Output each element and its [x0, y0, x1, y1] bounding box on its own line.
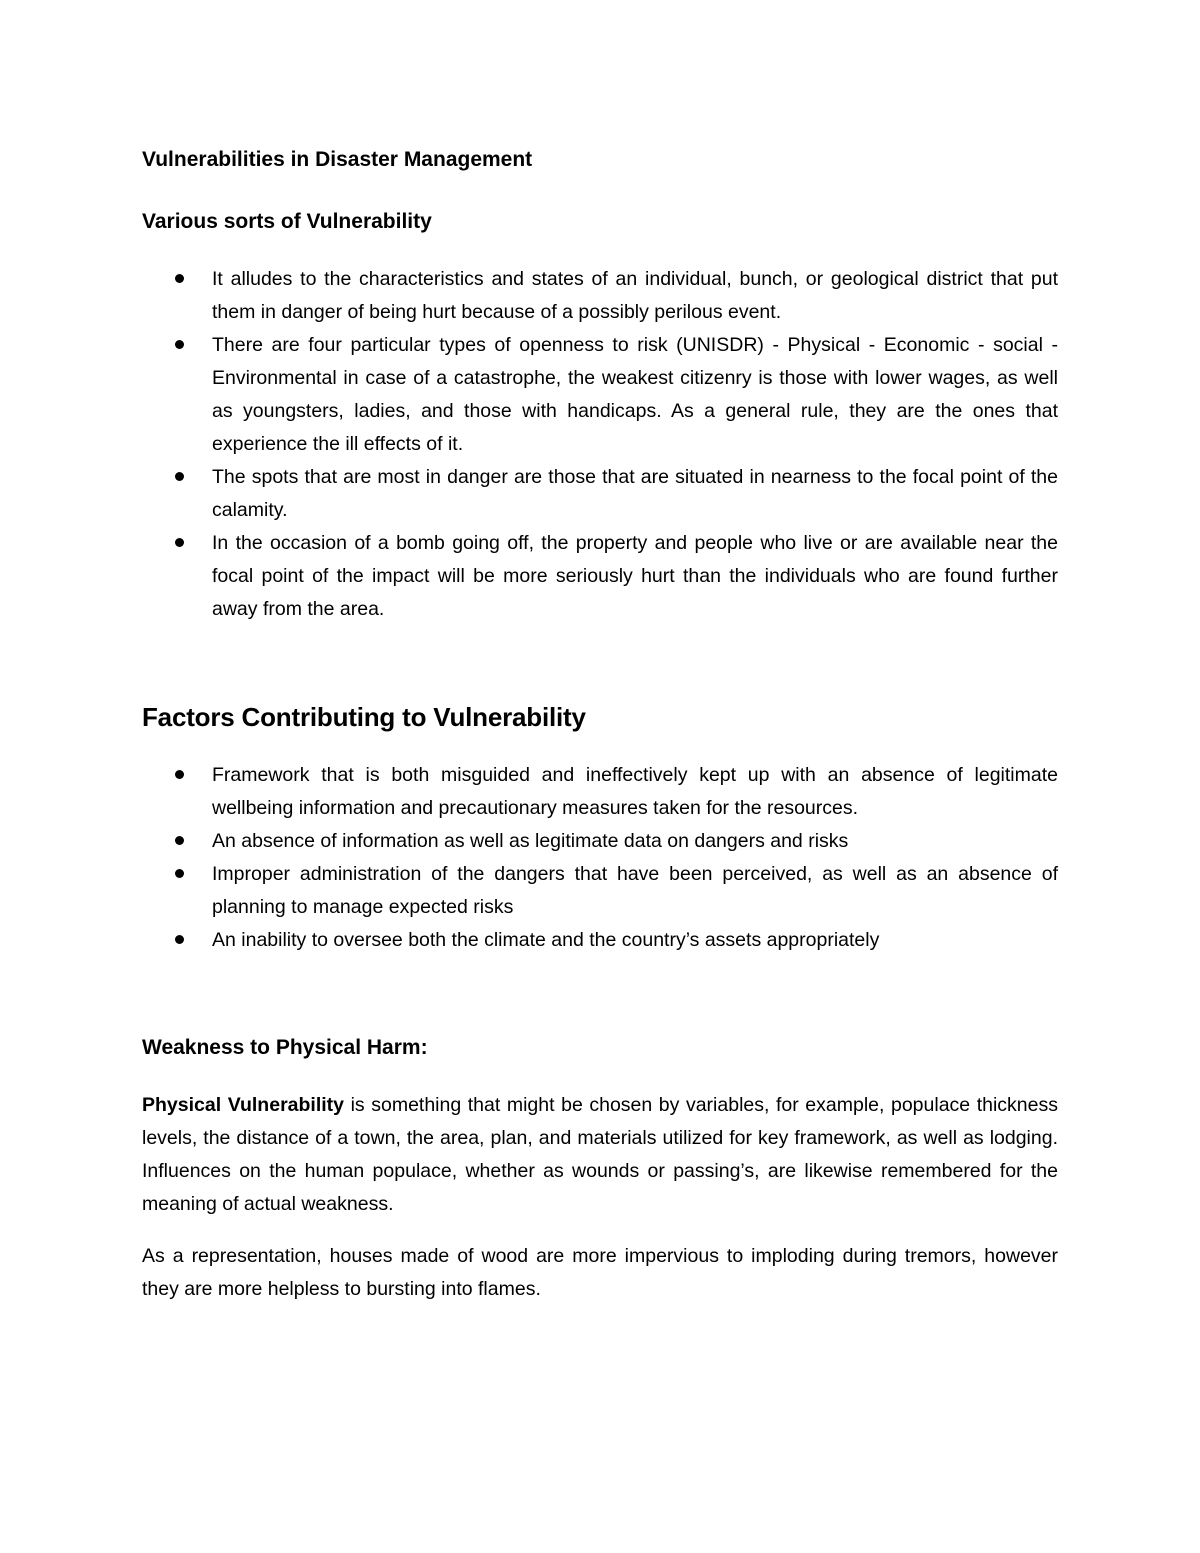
factors-list [142, 759, 1058, 957]
physical-vulnerability-paragraph: Physical Vulnerability is something that might be chosen by variables, for example, populace thickness levels, the distance of a town, the area, plan, and materials utilized for key framework, as well as lodging. Influences on the human populace, whether as wounds or passing’s, are likewise remembered for the meaning of actual weakness. [142, 1094, 1058, 1215]
bullet-icon [175, 836, 184, 845]
vulnerability-types-list [142, 263, 1058, 626]
bullet-icon [175, 340, 184, 349]
section-heading-factors: Factors Contributing to Vulnerability [142, 702, 586, 732]
list-item: In the occasion of a bomb going off, the property and people who live or are available near the focal point of the impact will be more seriously hurt than the individuals who are found further away from the area. [142, 527, 1058, 626]
bullet-icon [175, 935, 184, 944]
bold-term: Physical Vulnerability [142, 1094, 345, 1116]
document-title: Vulnerabilities in Disaster Management [142, 148, 533, 171]
representation-paragraph: As a representation, houses made of wood are more impervious to imploding during tremors, however they are more helpless to bursting into flames. [142, 1245, 1058, 1300]
list-item: An inability to oversee both the climate and the country’s assets appropriately [142, 924, 1058, 957]
list-item: Improper administration of the dangers that have been perceived, as well as an absence of planning to manage expected risks [142, 858, 1058, 924]
bullet-icon [175, 472, 184, 481]
list-item: The spots that are most in danger are those that are situated in nearness to the focal point of the calamity. [142, 461, 1058, 527]
section-heading-vulnerability-types: Various sorts of Vulnerability [142, 210, 432, 233]
bullet-icon [175, 869, 184, 878]
bullet-icon [175, 770, 184, 779]
list-item: Framework that is both misguided and ineffectively kept up with an absence of legitimate wellbeing information and precautionary measures taken for the resources. [142, 759, 1058, 825]
section-heading-physical-harm: Weakness to Physical Harm: [142, 1036, 428, 1059]
bullet-icon [175, 538, 184, 547]
bullet-icon [175, 274, 184, 283]
list-item: It alludes to the characteristics and states of an individual, bunch, or geological district that put them in danger of being hurt because of a possibly perilous event. [142, 263, 1058, 329]
list-item: An absence of information as well as legitimate data on dangers and risks [142, 825, 1058, 858]
list-item: There are four particular types of openness to risk (UNISDR) - Physical - Economic - social - Environmental in case of a catastrophe, the weakest citizenry is those with lower wages, as well as youngsters, ladies, and those with handicaps. As a general rule, they are the ones that experience the ill effects of it. [142, 329, 1058, 461]
